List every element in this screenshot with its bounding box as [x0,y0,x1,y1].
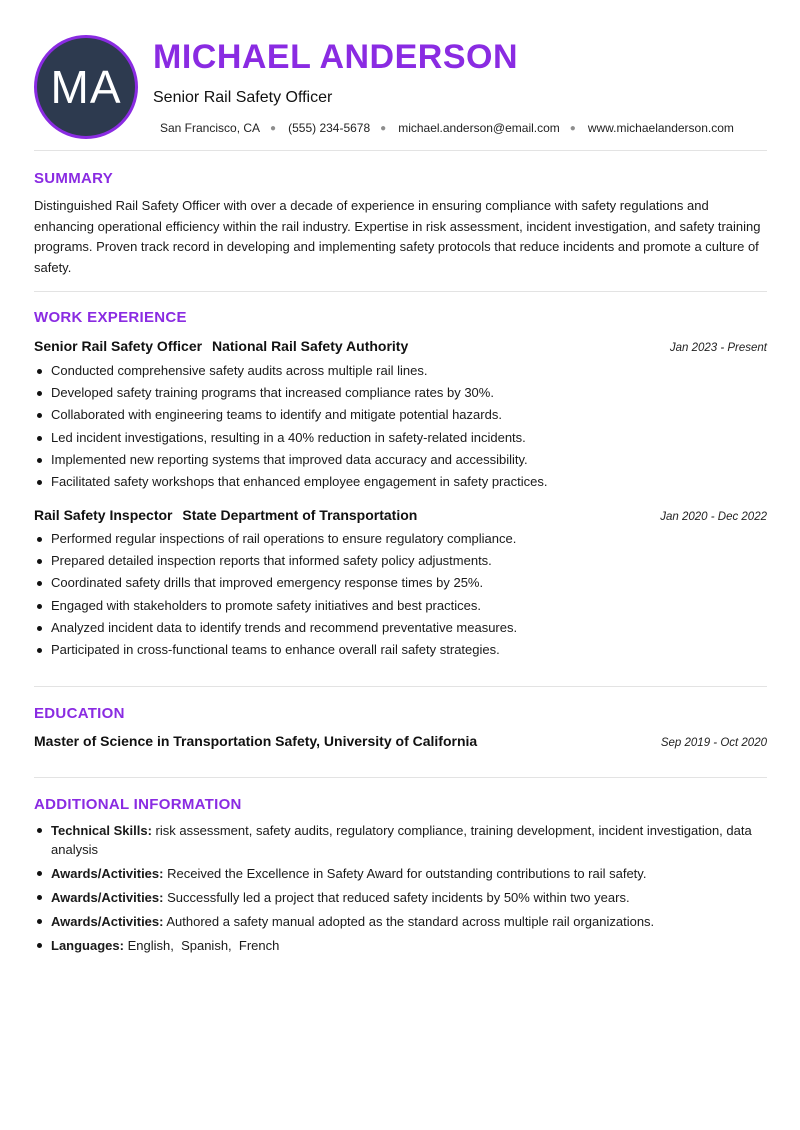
education-entry [34,733,767,749]
bullet-separator-icon: ● [270,122,277,134]
additional-list [34,821,768,960]
info-text: risk assessment, safety audits, regulatory compliance, training development, incident investigation, data analysis [51,823,752,857]
list-item: Performed regular inspections of rail operations to ensure regulatory compliance. [34,530,768,548]
info-text: Successfully led a project that reduced safety incidents by 50% within two years. [167,890,630,905]
bullet-separator-icon: ● [569,122,576,134]
resume-header [0,0,800,150]
list-item: Developed safety training programs that increased compliance rates by 30%. [34,384,768,402]
job-header [34,507,767,523]
job-bullets [34,530,768,663]
list-item [34,888,768,907]
contact-phone: (555) 234-5678 [288,121,371,135]
list-item: Led incident investigations, resulting in a 40% reduction in safety-related incidents. [34,429,768,447]
list-item: Coordinated safety drills that improved emergency response times by 25%. [34,574,768,592]
list-item: Engaged with stakeholders to promote safety initiatives and best practices. [34,597,768,615]
job-role-company [34,338,408,354]
section-divider [34,150,767,151]
avatar [34,35,138,139]
list-item: Prepared detailed inspection reports that informed safety policy adjustments. [34,552,768,570]
job-dates: Jan 2023 - Present [669,342,767,354]
section-divider [34,291,767,292]
job-bullets [34,362,768,495]
job-company: State Department of Transportation [182,507,418,523]
experience-heading: WORK EXPERIENCE [34,309,187,326]
info-label: Technical Skills: [51,823,152,838]
list-item [34,936,768,955]
info-label: Awards/Activities: [51,866,164,881]
list-item: Conducted comprehensive safety audits across multiple rail lines. [34,362,768,380]
contact-website[interactable]: www.michaelanderson.com [587,121,734,135]
avatar-initials: MA [50,61,122,113]
section-divider [34,777,767,778]
section-divider [34,686,767,687]
list-item [34,864,768,883]
info-text: English, Spanish, French [127,938,280,953]
job-role: Senior Rail Safety Officer [34,338,203,354]
info-label: Languages: [51,938,124,953]
bullet-separator-icon: ● [380,122,387,134]
info-text: Received the Excellence in Safety Award for outstanding contributions to rail safety. [167,866,647,881]
contact-location: San Francisco, CA [160,121,261,135]
job-role: Rail Safety Inspector [34,507,173,523]
job-company: National Rail Safety Authority [211,338,409,354]
summary-text: Distinguished Rail Safety Officer with over a decade of experience in ensuring compliance with safety regulations and enhancing operational efficiency within the rail industry. Expertise in risk assessment, incident investigation, and safety training programs. Proven track record in developing and implementing safety protocols that reduce incidents and promote a culture of safety. [34,198,761,275]
education-degree: Master of Science in Transportation Safety, University of California [34,733,478,749]
list-item [34,821,768,859]
list-item: Analyzed incident data to identify trends and recommend preventative measures. [34,619,768,637]
contact-email[interactable]: michael.anderson@email.com [398,121,560,135]
additional-heading: ADDITIONAL INFORMATION [34,796,242,813]
list-item [34,912,768,931]
info-text: Authored a safety manual adopted as the standard across multiple rail organizations. [166,914,655,929]
list-item: Facilitated safety workshops that enhanced employee engagement in safety practices. [34,473,768,491]
education-dates: Sep 2019 - Oct 2020 [660,737,767,749]
education-heading: EDUCATION [34,705,125,722]
list-item: Participated in cross-functional teams to enhance overall rail safety strategies. [34,641,768,659]
candidate-title: Senior Rail Safety Officer [153,89,333,106]
contact-bar [160,121,734,135]
info-label: Awards/Activities: [51,890,164,905]
job-dates: Jan 2020 - Dec 2022 [660,511,767,523]
list-item: Implemented new reporting systems that improved data accuracy and accessibility. [34,451,768,469]
candidate-name: MICHAEL ANDERSON [153,38,519,76]
job-header [34,338,767,354]
info-label: Awards/Activities: [51,914,164,929]
job-role-company [34,507,417,523]
list-item: Collaborated with engineering teams to identify and mitigate potential hazards. [34,406,768,424]
summary-heading: SUMMARY [34,170,114,187]
